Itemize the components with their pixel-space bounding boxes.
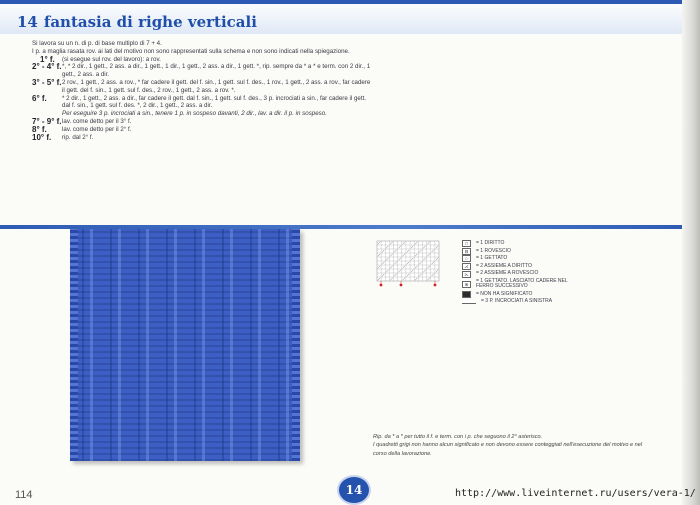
yarn-over-symbol-icon: ○ <box>462 255 471 262</box>
cross-left-symbol-icon <box>462 300 476 304</box>
legend-item <box>462 263 632 271</box>
intro-line-2: I p. a maglia rasata rov. ai lati del motivo non sono rappresentati sulla schema e non sono indicati nella spiegazione. <box>32 47 350 55</box>
row-label: 8° f. <box>32 124 47 134</box>
page-number: 114 <box>15 489 33 501</box>
pattern-number: 14 <box>17 13 38 31</box>
dropped-yarn-over-symbol-icon: ⊗ <box>462 281 471 288</box>
instructions <box>32 40 372 141</box>
intro-line-1: Si lavora su un n. di p. di base multiplo di 7 + 4. <box>32 40 162 47</box>
row-label: 2° - 4° f. <box>32 62 62 72</box>
legend-label: = 2 ASSIEME A DIRITTO <box>476 262 532 269</box>
row-label: 1° f. <box>40 54 55 64</box>
row-text: lav. come detto per il 2° f. <box>62 125 132 133</box>
legend-item <box>462 279 632 290</box>
legend-item <box>462 291 632 299</box>
cross-stitch-note: Per eseguire 3 p. incrociati a sin., tenere 1 p. in sospeso davanti, 2 dir., lav. a dir. il p. in sospeso. <box>62 110 327 118</box>
pattern-title: fantasia di righe verticali <box>43 13 257 31</box>
stitch-chart <box>375 239 443 291</box>
row-instruction <box>32 95 372 111</box>
chart-marker <box>400 284 403 287</box>
row-text: 2 rov., 1 gett., 2 ass. a rov., * far cadere il gett. del f. sin., 1 gett. sul f. des., 1 rov., 1 gett., 2 ass. a rov., far cadere il gett. del f. sin., 1 gett. sul f. des., 2 rov., 1 gett., 2 ass. a rov. *. <box>62 78 371 94</box>
legend-item <box>462 298 632 306</box>
pattern-badge: 14 <box>339 477 369 503</box>
page-binding-edge <box>682 0 700 505</box>
legend-item <box>462 255 632 263</box>
page-title <box>17 13 257 31</box>
legend-item <box>462 248 632 256</box>
k2tog-symbol-icon: ⋌ <box>462 263 471 270</box>
row-instruction <box>32 63 372 79</box>
legend-label: = 1 ROVESCIO <box>476 247 511 254</box>
swatch-left-border <box>70 229 78 461</box>
legend-label: = 1 GETTATO <box>476 255 508 262</box>
header-accent-line <box>0 0 700 4</box>
row-text: * 2 dir., 1 gett., 2 ass. a dir., far cadere il gett. dal f. sin., 1 gett. sul f. des., 3 p. incrociati a sin., far cadere il gett. dal f. sin., 1 gett. sul f. des. *, 2 dir., 1 gett., 2 ass. a dir. <box>62 94 367 110</box>
chart-note <box>373 433 653 458</box>
row-text: lav. come detto per il 3° f. <box>62 117 132 125</box>
row-text: (si esegue sul rov. del lavoro): a rov. <box>62 55 161 63</box>
chart-marker <box>380 284 383 287</box>
legend-label: = 2 ASSIEME A ROVESCIO <box>476 270 539 277</box>
p2tog-symbol-icon: ⋋ <box>462 271 471 278</box>
legend-label: = 1 GETTATO. LASCIATO CADERE NEL FERRO SUCCESSIVO <box>476 277 568 290</box>
row-label: 10° f. <box>32 132 52 142</box>
legend-item <box>462 270 632 278</box>
chart-legend <box>462 240 632 306</box>
note-line-1: Rip. da * a * per tutto il f. e term. con i p. che seguono il 2° asterisco. <box>373 434 543 440</box>
chart-marker <box>434 284 437 287</box>
row-instruction <box>32 118 372 126</box>
row-text: *, * 2 dir., 1 gett., 2 ass. a dir., 1 gett., 1 dir., 1 gett., 2 ass. a dir., 1 gett. *, rip. sempre da * a * e term. con 2 dir., 1 gett., 2 ass. a dir. <box>62 63 371 79</box>
legend-label: = 3 P. INCROCIATI A SINISTRA <box>481 298 553 305</box>
row-instruction <box>32 134 372 142</box>
knit-swatch-photo <box>70 229 300 461</box>
knit-symbol-icon: □ <box>462 240 471 247</box>
row-instruction <box>32 56 372 64</box>
row-label: 6° f. <box>32 93 47 103</box>
row-text: rip. dal 2° f. <box>62 133 94 141</box>
note-line-2: I quadretti grigi non hanno alcun significato e non devono essere conteggiati nell'esecuzione del motivo e nel corso della lavorazione. <box>373 442 643 457</box>
purl-symbol-icon: ⊟ <box>462 248 471 255</box>
swatch-right-border <box>292 229 300 461</box>
row-label: 3° - 5° f. <box>32 77 62 87</box>
legend-item <box>462 240 632 248</box>
row-instruction <box>32 126 372 134</box>
row-label: 7° - 9° f. <box>32 116 62 126</box>
legend-label: = 1 DIRITTO <box>476 240 505 246</box>
row-instruction <box>32 79 372 95</box>
legend-label: = NON HA SIGNIFICATO <box>476 290 533 297</box>
no-stitch-symbol-icon <box>462 291 471 298</box>
source-url[interactable]: http://www.liveinternet.ru/users/vera-1/ <box>455 488 696 499</box>
